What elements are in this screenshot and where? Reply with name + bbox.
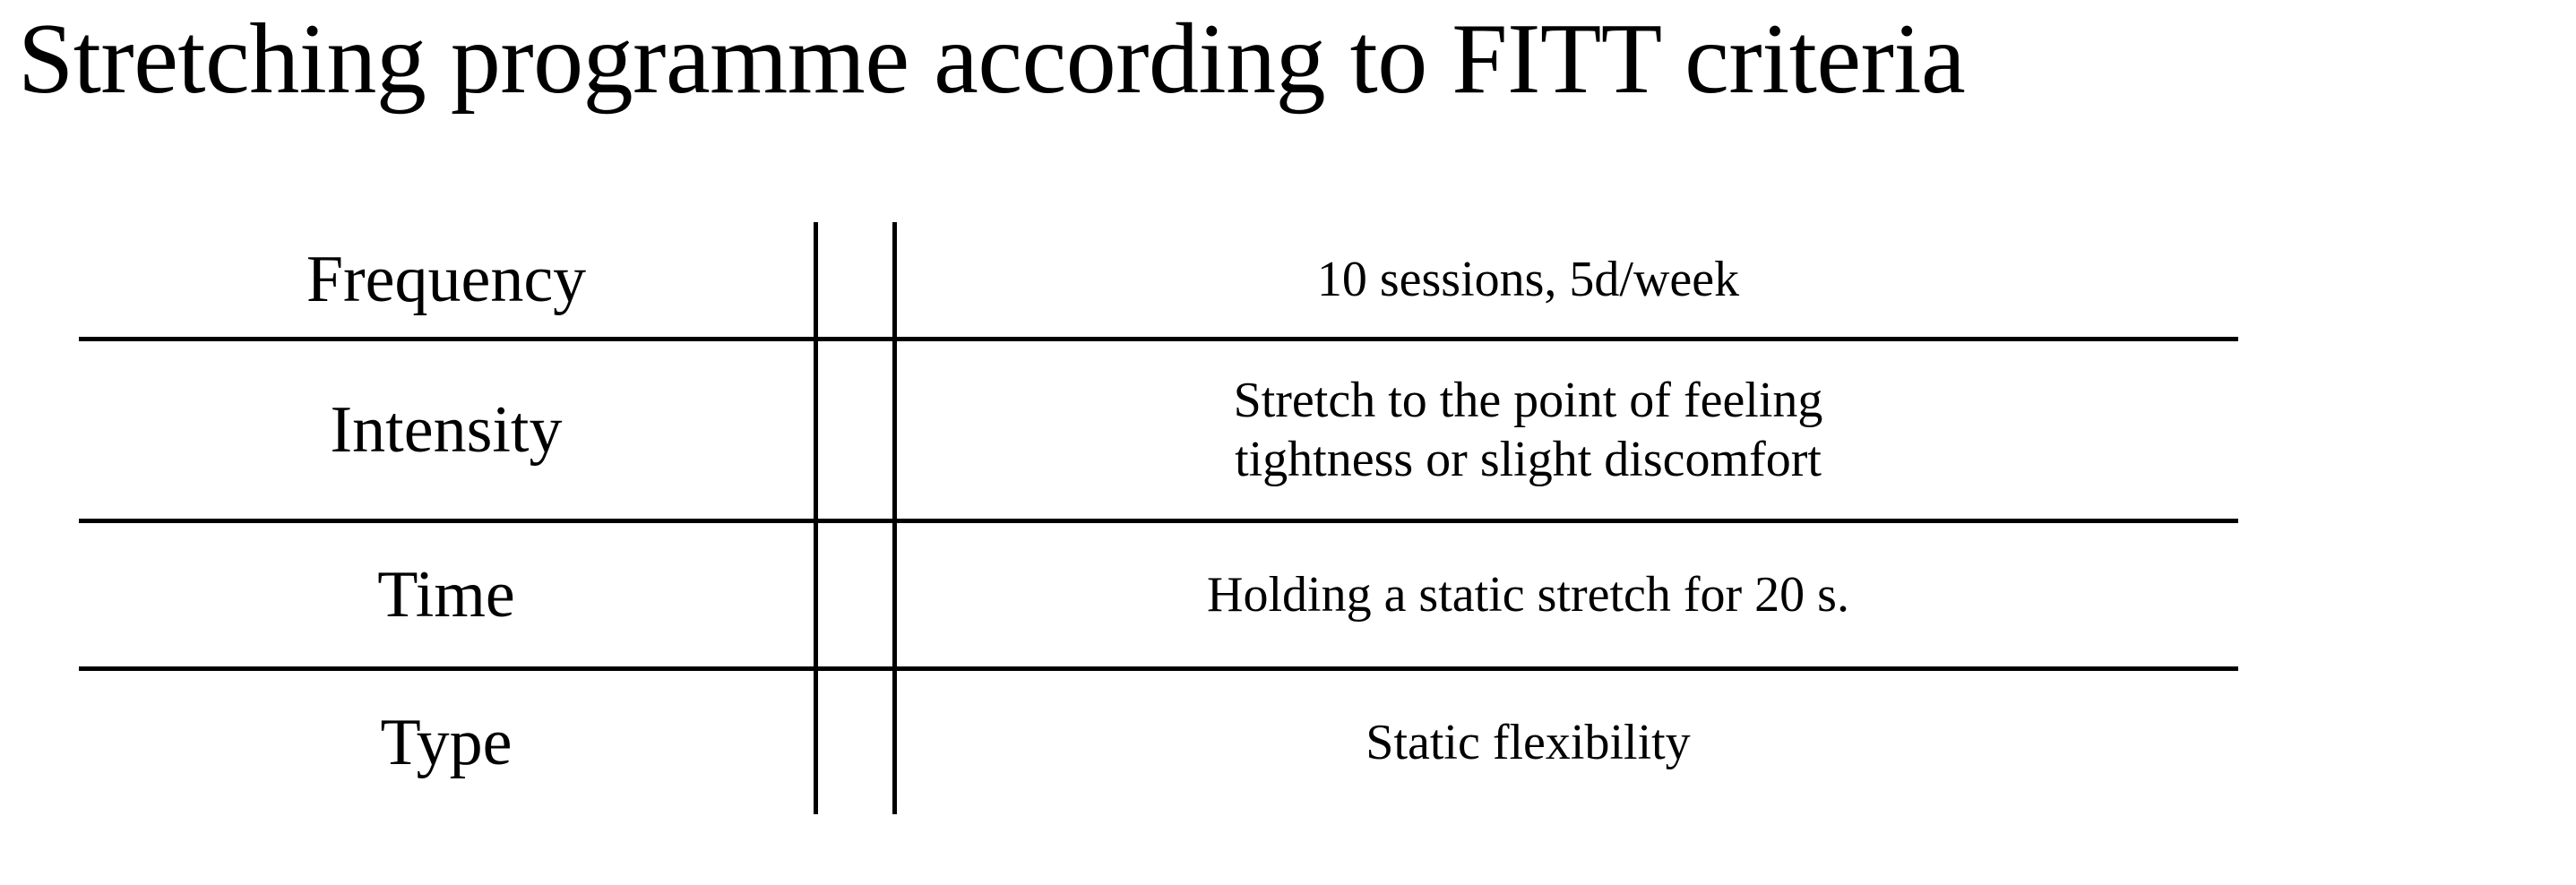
row-value-line: 10 sessions, 5d/week [1316,251,1740,307]
table-row [79,669,2238,815]
row-value-line: Static flexibility [1366,714,1691,770]
row-value-line: tightness or slight discomfort [1235,432,1822,487]
table-vertical-divider [892,222,897,814]
fitt-criteria-table-wrapper [79,222,2234,814]
row-value-line: Holding a static stretch for 20 s. [1207,566,1849,623]
table-row [79,222,2238,339]
row-label: Intensity [79,339,816,521]
row-value [816,222,2239,339]
row-value [816,669,2239,815]
row-value [816,521,2239,669]
page-title: Stretching programme according to FITT criteria [18,4,1966,115]
row-label: Time [79,521,816,669]
table-row [79,521,2238,669]
row-value [816,339,2239,521]
row-label: Frequency [79,222,816,339]
row-value-line: Stretch to the point of feeling [1233,372,1823,428]
fitt-criteria-table [79,222,2238,814]
table-row [79,339,2238,521]
row-label: Type [79,669,816,815]
